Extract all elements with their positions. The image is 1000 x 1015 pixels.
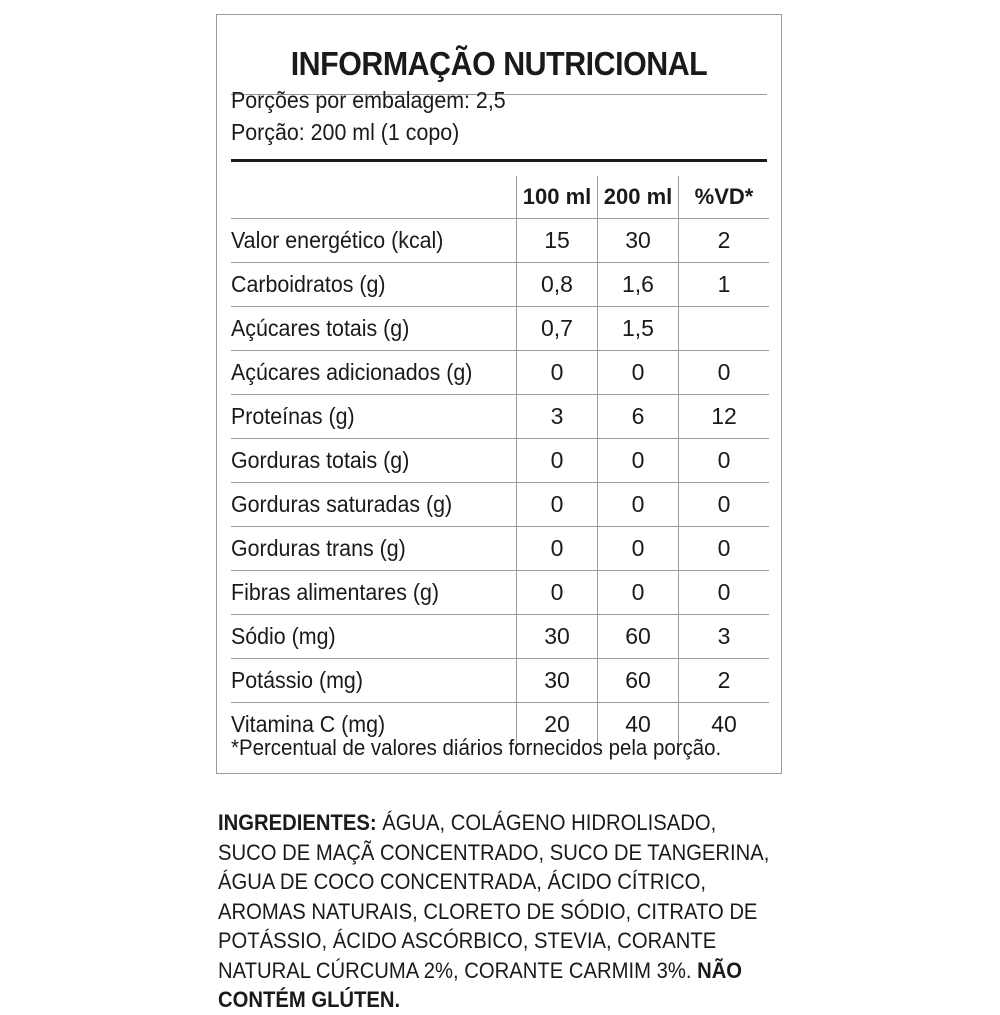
table-row	[231, 483, 769, 527]
nutrient-name	[231, 571, 517, 615]
thick-divider	[231, 159, 767, 162]
nutrient-name	[231, 351, 517, 395]
nutrient-name-text: Fibras alimentares (g)	[231, 579, 440, 605]
value-vd: 0	[679, 527, 770, 571]
nutrient-name-text: Proteínas (g)	[231, 403, 355, 429]
value-200ml: 0	[598, 439, 679, 483]
header-blank	[231, 176, 517, 219]
value-vd: 0	[679, 483, 770, 527]
nutrition-table	[231, 176, 769, 746]
value-vd	[679, 307, 770, 351]
table-row	[231, 219, 769, 263]
value-100ml: 30	[517, 615, 598, 659]
value-200ml: 0	[598, 483, 679, 527]
table-row	[231, 659, 769, 703]
value-200ml: 0	[598, 571, 679, 615]
nutrient-name-text: Valor energético (kcal)	[231, 227, 444, 253]
value-100ml: 0,7	[517, 307, 598, 351]
value-100ml: 3	[517, 395, 598, 439]
value-100ml: 0	[517, 571, 598, 615]
nutrient-name-text: Açúcares adicionados (g)	[231, 359, 473, 385]
nutrient-name	[231, 395, 517, 439]
nutrient-name-text: Gorduras totais (g)	[231, 447, 410, 473]
table-row	[231, 351, 769, 395]
value-100ml: 0	[517, 439, 598, 483]
table-row	[231, 615, 769, 659]
nutrient-name-text: Gorduras saturadas (g)	[231, 491, 453, 517]
value-200ml: 0	[598, 527, 679, 571]
column-header-vd: %VD*	[679, 176, 770, 219]
value-vd: 3	[679, 615, 770, 659]
nutrient-name-text: Vitamina C (mg)	[231, 711, 386, 737]
ingredients-heading: INGREDIENTES:	[218, 810, 377, 835]
table-row	[231, 527, 769, 571]
value-200ml: 30	[598, 219, 679, 263]
value-100ml: 20	[517, 703, 598, 747]
ingredients-list: ÁGUA, COLÁGENO HIDROLISADO, SUCO DE MAÇÃ CONCENTRADO, SUCO DE TANGERINA, ÁGUA DE COCO CONCENTRADA, ÁCIDO CÍTRICO, AROMAS NATURAIS, CLORETO DE SÓDIO, CITRATO DE POTÁSSIO, ÁCIDO ASCÓRBICO, STEVIA, CORANTE NATURAL CÚRCUMA 2%, CORANTE CARMIM 3%.	[218, 810, 770, 983]
nutrient-name	[231, 659, 517, 703]
nutrient-name-text: Açúcares totais (g)	[231, 315, 410, 341]
footnote: *Percentual de valores diários fornecidos pela porção.	[231, 735, 722, 760]
nutrient-name	[231, 439, 517, 483]
nutrient-name-text: Carboidratos (g)	[231, 271, 386, 297]
value-200ml: 1,6	[598, 263, 679, 307]
nutrient-name-text: Gorduras trans (g)	[231, 535, 406, 561]
table-row	[231, 439, 769, 483]
value-200ml: 60	[598, 659, 679, 703]
column-header-100ml: 100 ml	[517, 176, 598, 219]
gluten-notice: NÃO CONTÉM GLÚTEN.	[218, 957, 743, 1012]
nutrient-name	[231, 527, 517, 571]
nutrient-name	[231, 219, 517, 263]
nutrient-name-text: Sódio (mg)	[231, 623, 336, 649]
nutrition-title: INFORMAÇÃO NUTRICIONAL	[290, 45, 708, 82]
value-100ml: 0,8	[517, 263, 598, 307]
value-200ml: 60	[598, 615, 679, 659]
value-vd: 40	[679, 703, 770, 747]
nutrient-name	[231, 483, 517, 527]
value-vd: 0	[679, 351, 770, 395]
value-100ml: 0	[517, 527, 598, 571]
value-200ml: 40	[598, 703, 679, 747]
value-200ml: 1,5	[598, 307, 679, 351]
table-row	[231, 571, 769, 615]
nutrient-name	[231, 615, 517, 659]
value-100ml: 15	[517, 219, 598, 263]
value-100ml: 0	[517, 351, 598, 395]
serving-size: Porção: 200 ml (1 copo)	[231, 119, 460, 145]
table-header-row	[231, 176, 769, 219]
servings-per-package: Porções por embalagem: 2,5	[231, 87, 506, 113]
ingredients-text	[218, 808, 770, 1015]
table-row	[231, 263, 769, 307]
table-row	[231, 395, 769, 439]
value-200ml: 0	[598, 351, 679, 395]
value-vd: 2	[679, 219, 770, 263]
nutrient-name-text: Potássio (mg)	[231, 667, 363, 693]
value-vd: 1	[679, 263, 770, 307]
nutrient-name	[231, 307, 517, 351]
value-vd: 2	[679, 659, 770, 703]
column-header-200ml: 200 ml	[598, 176, 679, 219]
nutrient-name	[231, 263, 517, 307]
nutrition-facts-panel	[216, 14, 782, 774]
value-vd: 0	[679, 439, 770, 483]
table-row	[231, 307, 769, 351]
value-100ml: 0	[517, 483, 598, 527]
value-100ml: 30	[517, 659, 598, 703]
value-vd: 0	[679, 571, 770, 615]
value-200ml: 6	[598, 395, 679, 439]
value-vd: 12	[679, 395, 770, 439]
